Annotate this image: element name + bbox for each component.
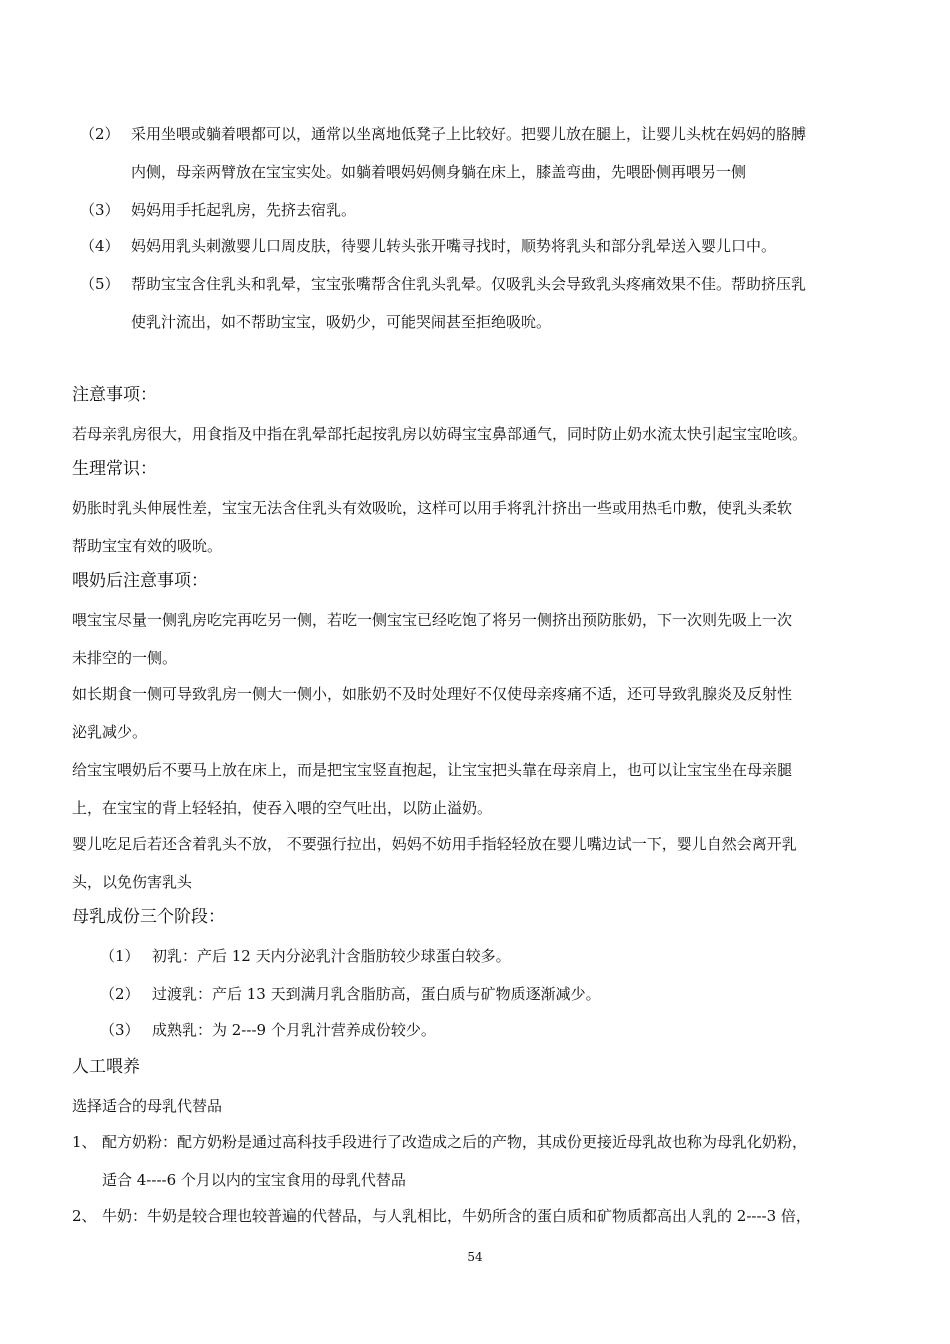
artificial-subheading: 选择适合的母乳代替品: [72, 1097, 223, 1115]
page-number: 54: [467, 1250, 483, 1264]
step-3-text: 妈妈用手托起乳房，先挤去宿乳。: [131, 201, 357, 219]
step-4-text: 妈妈用乳头刺激婴儿口周皮肤，待婴儿转头张开嘴寻找时，顺势将乳头和部分乳晕送入婴儿口中。: [131, 237, 777, 255]
step-2-text-line-2: 内侧，母亲两臂放在宝宝实处。如躺着喂妈妈侧身躺在床上，膝盖弯曲，先喂卧侧再喂另一侧: [131, 163, 747, 181]
after-feeding-p4-line-1: 婴儿吃足后若还含着乳头不放， 不要强行拉出，妈妈不妨用手指轻轻放在婴儿嘴边试一下，婴儿自然会离开乳: [72, 835, 797, 853]
artificial-item-2-number: 2、: [72, 1207, 97, 1225]
artificial-item-1-line-2: 适合 4----6 个月以内的宝宝食用的母乳代替品: [102, 1171, 406, 1189]
artificial-item-1-number: 1、: [72, 1133, 97, 1151]
stages-heading: 母乳成份三个阶段：: [72, 907, 225, 927]
physiology-heading: 生理常识：: [72, 459, 157, 479]
after-feeding-p1-line-1: 喂宝宝尽量一侧乳房吃完再吃另一侧，若吃一侧宝宝已经吃饱了将另一侧挤出预防胀奶，下一次则先吸上一次: [72, 611, 793, 629]
stage-2-text: 过渡乳：产后 13 天到满月乳含脂肪高，蛋白质与矿物质逐渐减少。: [152, 985, 601, 1003]
stage-3-text: 成熟乳：为 2---9 个月乳汁营养成份较少。: [152, 1021, 436, 1039]
step-5-text-line-2: 使乳汁流出，如不帮助宝宝，吸奶少，可能哭闹甚至拒绝吸吮。: [131, 313, 552, 331]
step-5-number: （5）: [80, 275, 120, 293]
step-4-number: （4）: [80, 237, 120, 255]
after-feeding-p3-line-2: 上，在宝宝的背上轻轻拍，使吞入喂的空气吐出，以防止溢奶。: [72, 799, 493, 817]
step-2-number: （2）: [80, 125, 120, 143]
artificial-item-2-line-1: 牛奶：牛奶是较合理也较普遍的代替品，与人乳相比，牛奶所含的蛋白质和矿物质都高出人乳的 2----3 倍，: [102, 1207, 811, 1225]
notes-heading: 注意事项：: [72, 385, 157, 405]
stage-1-number: （1）: [100, 947, 140, 965]
physiology-text-line-1: 奶胀时乳头伸展性差，宝宝无法含住乳头有效吸吮，这样可以用手将乳汁挤出一些或用热毛巾敷，使乳头柔软: [72, 499, 793, 517]
physiology-text-line-2: 帮助宝宝有效的吸吮。: [72, 537, 223, 555]
artificial-item-1-line-1: 配方奶粉：配方奶粉是通过高科技手段进行了改造成之后的产物，其成份更接近母乳故也称为母乳化奶粉，: [102, 1133, 808, 1151]
step-5-text-line-1: 帮助宝宝含住乳头和乳晕，宝宝张嘴帮含住乳头乳晕。仅吸乳头会导致乳头疼痛效果不佳。帮助挤压乳: [131, 275, 807, 293]
stage-2-number: （2）: [100, 985, 140, 1003]
after-feeding-p2-line-1: 如长期食一侧可导致乳房一侧大一侧小，如胀奶不及时处理好不仅使母亲疼痛不适，还可导致乳腺炎及反射性: [72, 685, 793, 703]
stage-3-number: （3）: [100, 1021, 140, 1039]
after-feeding-heading: 喂奶后注意事项：: [72, 571, 208, 591]
step-3-number: （3）: [80, 201, 120, 219]
artificial-heading: 人工喂养: [72, 1057, 140, 1077]
stage-1-text: 初乳：产后 12 天内分泌乳汁含脂肪较少球蛋白较多。: [152, 947, 511, 965]
after-feeding-p4-line-2: 头，以免伤害乳头: [72, 873, 193, 891]
after-feeding-p3-line-1: 给宝宝喂奶后不要马上放在床上，而是把宝宝竖直抱起，让宝宝把头靠在母亲肩上，也可以让宝宝坐在母亲腿: [72, 761, 793, 779]
after-feeding-p2-line-2: 泌乳减少。: [72, 723, 148, 741]
notes-text: 若母亲乳房很大，用食指及中指在乳晕部托起按乳房以妨碍宝宝鼻部通气，同时防止奶水流太快引起宝宝呛咳。: [72, 425, 808, 443]
step-2-text-line-1: 采用坐喂或躺着喂都可以，通常以坐离地低凳子上比较好。把婴儿放在腿上，让婴儿头枕在妈妈的胳膊: [131, 125, 807, 143]
after-feeding-p1-line-2: 未排空的一侧。: [72, 649, 178, 667]
